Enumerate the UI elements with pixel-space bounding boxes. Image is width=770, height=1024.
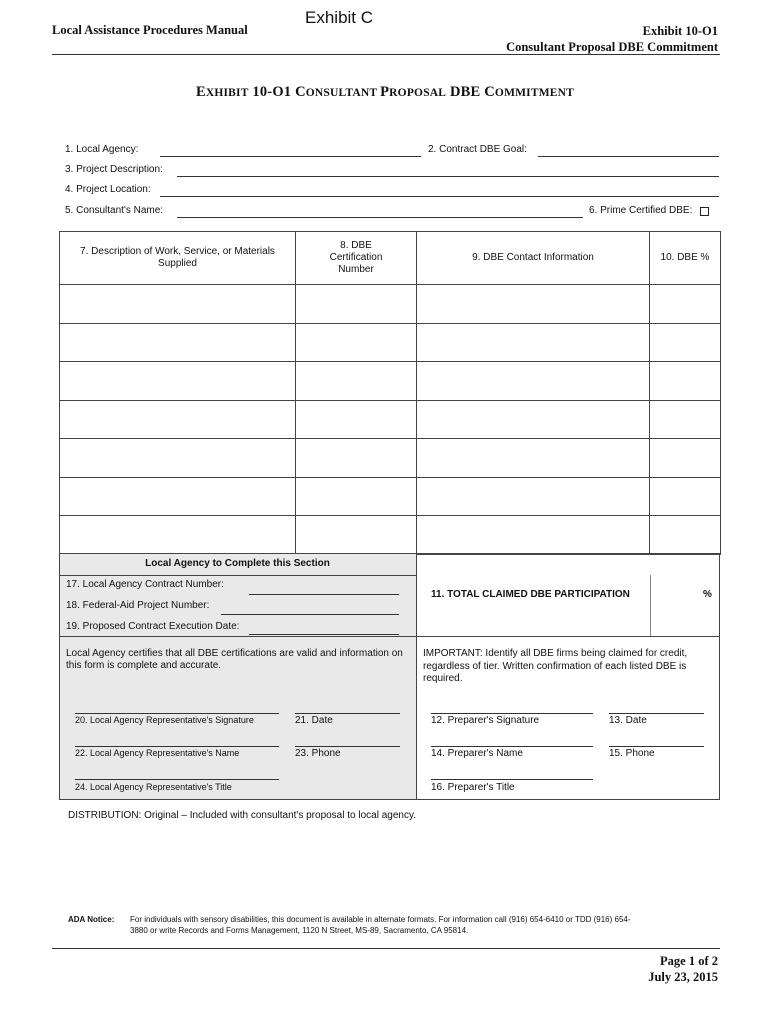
percent-cell[interactable]: [650, 362, 721, 401]
ada-notice-line2: 3880 or write Records and Forms Management, 1120 N Street, MS-89, Sacramento, CA 95814.: [130, 926, 469, 935]
rep-signature-line[interactable]: [75, 713, 279, 714]
description-cell[interactable]: [60, 285, 296, 324]
preparer-phone-label: 15. Phone: [609, 748, 655, 759]
percent-cell[interactable]: [650, 285, 721, 324]
rep-title-label: 24. Local Agency Representative's Title: [75, 782, 232, 792]
ada-notice-text: [130, 914, 720, 936]
local-agency-field[interactable]: [160, 156, 421, 157]
prime-certified-checkbox[interactable]: [700, 207, 709, 216]
preparer-title-label: 16. Preparer's Title: [431, 782, 515, 793]
exhibit-subtitle: Consultant Proposal DBE Commitment: [506, 40, 718, 54]
ada-notice-label: ADA Notice:: [68, 915, 115, 924]
local-agency-label: 1. Local Agency:: [65, 144, 139, 155]
page-number: Page 1 of 2: [660, 954, 718, 968]
description-cell[interactable]: [60, 362, 296, 401]
rep-signature-label: 20. Local Agency Representative's Signature: [75, 715, 254, 725]
table-row: [60, 323, 721, 362]
certification-cell[interactable]: [296, 439, 417, 478]
total-claimed-percent[interactable]: %: [703, 589, 712, 600]
local-section-title: Local Agency to Complete this Section: [145, 558, 330, 569]
preparer-date-line[interactable]: [609, 713, 704, 714]
table-row: [60, 285, 721, 324]
project-location-field[interactable]: [160, 196, 719, 197]
table-row: [60, 362, 721, 401]
contact-cell[interactable]: [417, 400, 650, 439]
exhibit-number: Exhibit 10-O1: [642, 24, 718, 38]
percent-cell[interactable]: [650, 323, 721, 362]
footer-rule: [52, 948, 720, 949]
rep-phone-line[interactable]: [295, 746, 400, 747]
col-header-description: 7. Description of Work, Service, or Materials Supplied: [60, 232, 296, 285]
rep-phone-label: 23. Phone: [295, 748, 341, 759]
certification-cell[interactable]: [296, 477, 417, 516]
page-footer: [648, 953, 718, 985]
certification-statement: Local Agency certifies that all DBE certifications are valid and information on this form is complete and accurate.: [66, 648, 403, 671]
col-header-contact: 9. DBE Contact Information: [417, 232, 650, 285]
manual-title: Local Assistance Procedures Manual: [52, 23, 248, 37]
distribution-note: DISTRIBUTION: Original – Included with consultant's proposal to local agency.: [68, 810, 416, 821]
percent-cell[interactable]: [650, 400, 721, 439]
contact-cell[interactable]: [417, 285, 650, 324]
description-cell[interactable]: [60, 323, 296, 362]
contact-cell[interactable]: [417, 439, 650, 478]
description-cell[interactable]: [60, 439, 296, 478]
percent-divider: [650, 575, 651, 636]
rep-title-line[interactable]: [75, 779, 279, 780]
preparer-signature-label: 12. Preparer's Signature: [431, 715, 540, 726]
preparer-signature-line[interactable]: [431, 713, 593, 714]
dbe-table: [59, 231, 721, 555]
contract-goal-field[interactable]: [538, 156, 719, 157]
contact-cell[interactable]: [417, 477, 650, 516]
contract-number-label: 17. Local Agency Contract Number:: [66, 579, 224, 590]
section-mid-rule: [59, 636, 720, 637]
consultant-name-field[interactable]: [177, 217, 583, 218]
exhibit-header-right: [506, 23, 718, 55]
certification-cell[interactable]: [296, 285, 417, 324]
rep-name-line[interactable]: [75, 746, 279, 747]
rep-date-line[interactable]: [295, 713, 400, 714]
federal-aid-label: 18. Federal-Aid Project Number:: [66, 600, 210, 611]
rep-name-label: 22. Local Agency Representative's Name: [75, 748, 240, 758]
description-cell[interactable]: [60, 400, 296, 439]
certification-cell[interactable]: [296, 362, 417, 401]
contact-cell[interactable]: [417, 516, 650, 555]
contract-goal-label: 2. Contract DBE Goal:: [428, 144, 527, 155]
contract-number-field[interactable]: [249, 594, 399, 595]
table-row: [60, 439, 721, 478]
preparer-title-line[interactable]: [431, 779, 593, 780]
contact-cell[interactable]: [417, 362, 650, 401]
important-notice: IMPORTANT: Identify all DBE firms being claimed for credit, regardless of tier. Written confirmation of each listed DBE is required.: [423, 648, 688, 684]
certification-cell[interactable]: [296, 516, 417, 555]
form-title: EXHIBIT 10-O1 CONSULTANT PROPOSAL DBE COMMITMENT: [195, 84, 575, 100]
preparer-date-label: 13. Date: [609, 715, 647, 726]
contact-cell[interactable]: [417, 323, 650, 362]
preparer-phone-line[interactable]: [609, 746, 704, 747]
revision-date: July 23, 2015: [648, 970, 718, 984]
federal-aid-field[interactable]: [221, 614, 399, 615]
preparer-name-label: 14. Preparer's Name: [431, 748, 523, 759]
table-row: [60, 516, 721, 555]
certification-cell[interactable]: [296, 323, 417, 362]
prime-certified-label: 6. Prime Certified DBE:: [589, 205, 693, 216]
project-description-field[interactable]: [177, 176, 719, 177]
project-description-label: 3. Project Description:: [65, 164, 163, 175]
col-header-percent: 10. DBE %: [650, 232, 721, 285]
exhibit-label: Exhibit C: [305, 8, 374, 27]
dbe-table-header-row: [60, 232, 721, 285]
section-divider: [416, 553, 417, 800]
header-rule: [52, 54, 720, 55]
ada-notice-line1: For individuals with sensory disabilities, this document is available in alternate formats. For information call (916) 654-6410 or TDD (916) 654-: [130, 915, 631, 924]
project-location-label: 4. Project Location:: [65, 184, 151, 195]
col-header-certification: 8. DBE Certification Number: [296, 232, 417, 285]
certification-cell[interactable]: [296, 400, 417, 439]
section-title-rule: [59, 575, 416, 576]
percent-cell[interactable]: [650, 477, 721, 516]
description-cell[interactable]: [60, 516, 296, 555]
execution-date-label: 19. Proposed Contract Execution Date:: [66, 621, 240, 632]
preparer-name-line[interactable]: [431, 746, 593, 747]
execution-date-field[interactable]: [249, 634, 399, 635]
rep-date-label: 21. Date: [295, 715, 333, 726]
percent-cell[interactable]: [650, 516, 721, 555]
description-cell[interactable]: [60, 477, 296, 516]
total-claimed-label: 11. TOTAL CLAIMED DBE PARTICIPATION: [431, 589, 630, 600]
consultant-name-label: 5. Consultant's Name:: [65, 205, 164, 216]
table-row: [60, 477, 721, 516]
table-row: [60, 400, 721, 439]
percent-cell[interactable]: [650, 439, 721, 478]
